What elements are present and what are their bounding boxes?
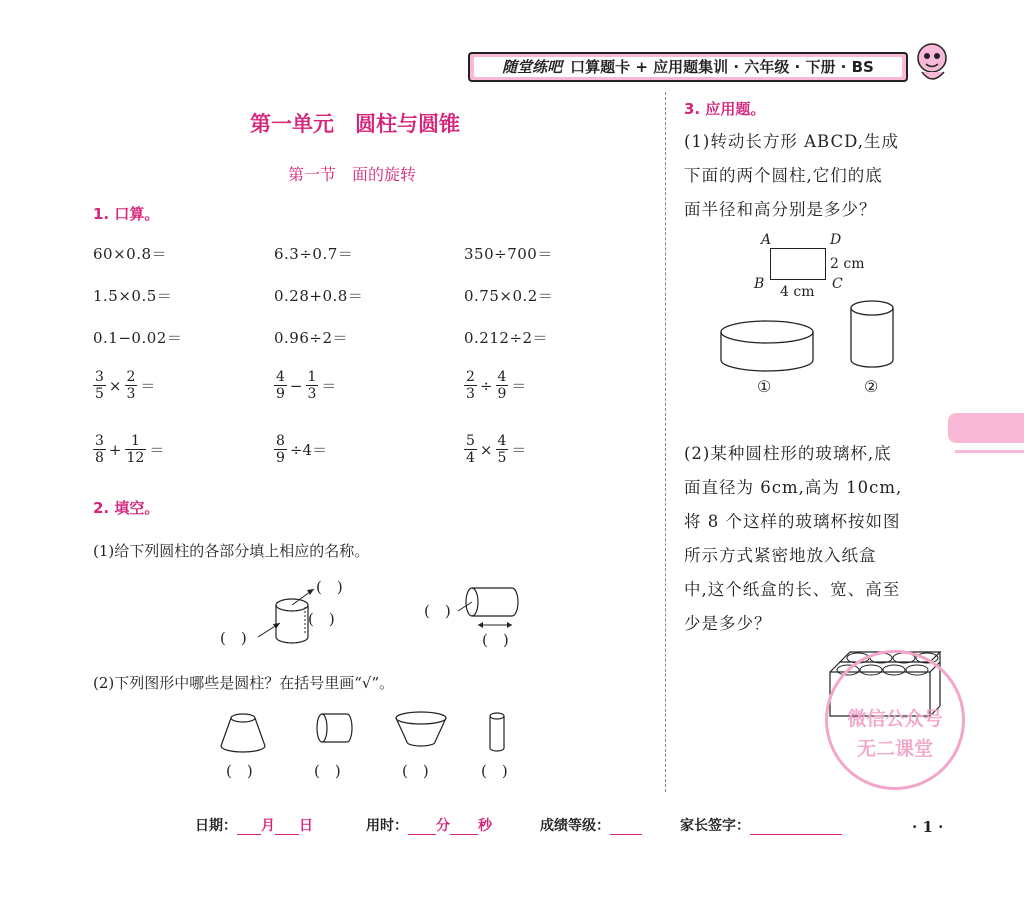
text-line: 中,这个纸盒的长、宽、高至 <box>684 580 901 599</box>
footer-sign <box>680 815 842 835</box>
answer-paren: ( ) <box>316 578 343 596</box>
header-banner <box>468 52 908 82</box>
grade-blank[interactable] <box>610 820 642 835</box>
calc-item: 60×0.8＝ <box>93 245 168 263</box>
sign-label: 家长签字： <box>680 818 750 834</box>
calc-item: 6.3÷0.7＝ <box>274 245 354 263</box>
month-label: 月 <box>261 818 275 834</box>
q3-part1 <box>684 125 944 227</box>
equals: ＝ <box>321 377 337 395</box>
header-title: 口算题卡 + 应用题集训 · 六年级 · 下册 · BS <box>570 58 874 76</box>
label-width: 4 cm <box>780 284 815 300</box>
equals: ＝ <box>140 377 156 395</box>
minute-label: 分 <box>436 818 450 834</box>
label-d: D <box>830 232 842 248</box>
fraction-item <box>93 433 164 466</box>
day-blank[interactable] <box>275 820 299 835</box>
operator: × <box>479 440 493 459</box>
column-divider <box>665 92 666 792</box>
time-label: 用时： <box>366 818 408 834</box>
unit-title: 第一单元 圆柱与圆锥 <box>250 112 460 136</box>
answer-paren: ( ) <box>402 762 429 780</box>
calc-item: 0.28+0.8＝ <box>274 287 364 305</box>
header-brand: 随堂练吧 <box>502 58 563 76</box>
equals: ＝ <box>511 377 527 395</box>
text-line: 所示方式紧密地放入纸盒 <box>684 546 877 565</box>
numerator: 4 <box>276 369 285 385</box>
numerator: 5 <box>466 433 475 449</box>
text-line: 将 8 个这样的玻璃杯按如图 <box>684 512 901 531</box>
mascot-icon <box>910 40 956 90</box>
operator: ÷ <box>479 376 493 395</box>
grade-label: 成绩等级： <box>540 818 610 834</box>
fraction-item <box>464 369 526 402</box>
denominator: 3 <box>466 386 475 402</box>
numerator: 4 <box>497 369 507 385</box>
answer-paren: ( ) <box>482 631 509 649</box>
text-line: 面半径和高分别是多少？ <box>684 200 877 219</box>
text-line: 少是多少？ <box>684 614 772 633</box>
answer-paren: ( ) <box>314 762 341 780</box>
denominator: 9 <box>276 450 285 466</box>
denominator: 12 <box>126 450 145 466</box>
label-c: C <box>832 276 843 292</box>
numerator: 8 <box>276 433 285 449</box>
numerator: 2 <box>126 369 136 385</box>
answer-paren: ( ) <box>226 762 253 780</box>
denominator: 4 <box>466 450 475 466</box>
denominator: 3 <box>307 386 317 402</box>
equals: ＝ <box>511 441 527 459</box>
answer-paren: ( ) <box>308 610 335 628</box>
calc-item: 0.212÷2＝ <box>464 329 549 347</box>
calc-item: 1.5×0.5＝ <box>93 287 173 305</box>
text-line: 下面的两个圆柱,它们的底 <box>684 166 883 185</box>
footer-date <box>195 815 313 835</box>
fraction-item <box>93 369 155 402</box>
operator: ÷4＝ <box>289 441 328 459</box>
numerator: 3 <box>95 433 104 449</box>
label-a: A <box>761 232 772 248</box>
minute-blank[interactable] <box>408 820 436 835</box>
second-label: 秒 <box>478 818 492 834</box>
equals: ＝ <box>149 441 165 459</box>
fraction-item <box>464 433 526 466</box>
calc-item: 0.1−0.02＝ <box>93 329 183 347</box>
numerator: 3 <box>95 369 104 385</box>
q3-heading: 3. 应用题。 <box>684 100 766 118</box>
answer-paren: ( ) <box>481 762 508 780</box>
fraction-item <box>274 433 327 466</box>
rectangle-abcd <box>770 248 826 280</box>
denominator: 8 <box>95 450 104 466</box>
denominator: 5 <box>95 386 104 402</box>
sign-blank[interactable] <box>750 820 842 835</box>
numerator: 1 <box>307 369 317 385</box>
q1-heading: 1. 口算。 <box>93 205 160 223</box>
numerator: 1 <box>125 433 147 450</box>
denominator: 9 <box>276 386 285 402</box>
q2-part1: (1)给下列圆柱的各部分填上相应的名称。 <box>93 542 370 560</box>
q3-part2 <box>684 437 944 641</box>
day-label: 日 <box>299 818 313 834</box>
q2-heading: 2. 填空。 <box>93 499 160 517</box>
answer-paren: ( ) <box>220 629 247 647</box>
month-blank[interactable] <box>237 820 261 835</box>
side-line <box>955 450 1024 453</box>
date-label: 日期： <box>195 818 237 834</box>
denominator: 3 <box>126 386 136 402</box>
calc-item: 350÷700＝ <box>464 245 553 263</box>
footer-time <box>366 815 492 835</box>
fraction-item <box>274 369 336 402</box>
numerator: 4 <box>497 433 507 449</box>
denominator: 5 <box>497 450 507 466</box>
denominator: 9 <box>497 386 507 402</box>
cylinder-label-2: ② <box>864 377 879 396</box>
cylinder-label-1: ① <box>757 377 772 396</box>
stamp-line1: 微信公众号 <box>847 708 943 730</box>
answer-paren: ( ) <box>424 602 451 620</box>
text-line: (1)转动长方形 ABCD,生成 <box>684 132 899 151</box>
side-tab <box>948 413 1024 443</box>
section-title: 第一节 面的旋转 <box>288 165 417 184</box>
label-b: B <box>754 276 765 292</box>
q2-part2: (2)下列图形中哪些是圆柱？在括号里画“√”。 <box>93 674 395 692</box>
numerator: 2 <box>466 369 475 385</box>
operator: × <box>108 376 122 395</box>
stamp-line2: 无二课堂 <box>856 738 933 760</box>
text-line: 面直径为 6cm,高为 10cm, <box>684 478 903 497</box>
two-cylinders-diagram <box>715 296 915 376</box>
operator: + <box>108 440 122 459</box>
calc-item: 0.96÷2＝ <box>274 329 349 347</box>
label-height: 2 cm <box>830 256 865 272</box>
page-number: · 1 · <box>912 818 944 836</box>
footer-grade <box>540 815 642 835</box>
text-line: (2)某种圆柱形的玻璃杯,底 <box>684 444 892 463</box>
calc-item: 0.75×0.2＝ <box>464 287 554 305</box>
second-blank[interactable] <box>450 820 478 835</box>
shape-options-diagram <box>215 708 525 758</box>
operator: − <box>289 376 303 395</box>
